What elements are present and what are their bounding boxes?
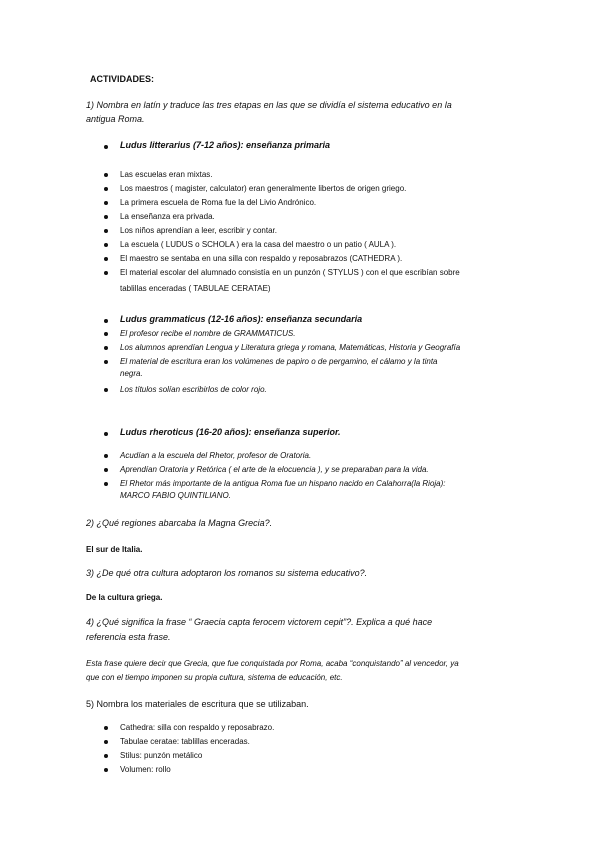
list-item: Cathedra: silla con respaldo y reposabrazo. bbox=[104, 721, 274, 735]
list-item: Tabulae ceratae: tablillas enceradas. bbox=[104, 735, 274, 749]
list-item: Los maestros ( magister, calculator) eran generalmente libertos de origen griego. bbox=[104, 182, 460, 196]
list-item: La enseñanza era privada. bbox=[104, 210, 460, 224]
primaria-list bbox=[104, 168, 460, 280]
answer-4-line-2: que con el tiempo imponen su propia cultura, sistema de educación, etc. bbox=[86, 673, 343, 682]
materials-list bbox=[104, 721, 274, 777]
secundaria-list bbox=[104, 327, 460, 369]
question-5: 5) Nombra los materiales de escritura que se utilizaban. bbox=[86, 699, 309, 709]
list-item: El material escolar del alumnado consistía en un punzón ( STYLUS ) con el que escribían sobre bbox=[104, 266, 460, 280]
list-item: Los alumnos aprendían Lengua y Literatura griega y romana, Matemáticas, Historia y Geografía bbox=[104, 341, 460, 355]
question-1-line-1: 1) Nombra en latín y traduce las tres etapas en las que se dividía el sistema educativo en la bbox=[86, 100, 452, 110]
list-item: Los niños aprendían a leer, escribir y contar. bbox=[104, 224, 460, 238]
list-item: Acudían a la escuela del Rhetor, profesor de Oratoria. bbox=[104, 449, 446, 463]
superior-heading: Ludus rheroticus (16-20 años): enseñanza superior. bbox=[104, 427, 341, 437]
answer-4-line-1: Esta frase quiere decir que Grecia, que fue conquistada por Roma, acaba “conquistando” al vencedor, ya bbox=[86, 659, 459, 668]
page-title: ACTIVIDADES: bbox=[90, 74, 155, 84]
question-3: 3) ¿De qué otra cultura adoptaron los romanos su sistema educativo?. bbox=[86, 568, 368, 578]
question-4-line-1: 4) ¿Qué significa la frase “ Graecia capta ferocem victorem cepit”?. Explica a qué hace bbox=[86, 617, 433, 627]
secundaria-heading: Ludus grammaticus (12-16 años): enseñanza secundaria bbox=[104, 314, 362, 324]
question-1-line-2: antigua Roma. bbox=[86, 114, 145, 124]
question-4-line-2: referencia esta frase. bbox=[86, 632, 171, 642]
list-item: Los títulos solían escribirlos de color rojo. bbox=[104, 383, 267, 397]
secundaria-item-continuation: negra. bbox=[120, 369, 143, 378]
list-item: El maestro se sentaba en una silla con respaldo y reposabrazos (CATHEDRA ). bbox=[104, 252, 460, 266]
question-2: 2) ¿Qué regiones abarcaba la Magna Grecia?. bbox=[86, 518, 273, 528]
secundaria-list-end bbox=[104, 383, 267, 397]
list-item: Stilus: punzón metálico bbox=[104, 749, 274, 763]
list-item: Volumen: rollo bbox=[104, 763, 274, 777]
list-item: El profesor recibe el nombre de GRAMMATICUS. bbox=[104, 327, 460, 341]
answer-3: De la cultura griega. bbox=[86, 593, 163, 602]
superior-list bbox=[104, 449, 446, 491]
answer-2: El sur de Italia. bbox=[86, 545, 143, 554]
list-item: La primera escuela de Roma fue la del Livio Andrónico. bbox=[104, 196, 460, 210]
list-item: La escuela ( LUDUS o SCHOLA ) era la casa del maestro o un patio ( AULA ). bbox=[104, 238, 460, 252]
list-item: Las escuelas eran mixtas. bbox=[104, 168, 460, 182]
superior-item-continuation: MARCO FABIO QUINTILIANO. bbox=[120, 491, 231, 500]
list-item: Aprendían Oratoria y Retórica ( el arte de la elocuencia ), y se preparaban para la vida. bbox=[104, 463, 446, 477]
list-item: El Rhetor más importante de la antigua Roma fue un hispano nacido en Calahorra(la Rioja): bbox=[104, 477, 446, 491]
primaria-item-continuation: tablillas enceradas ( TABULAE CERATAE) bbox=[120, 284, 271, 293]
list-item: El material de escritura eran los volúmenes de papiro o de pergamino, el cálamo y la tinta bbox=[104, 355, 460, 369]
primaria-heading: Ludus litterarius (7-12 años): enseñanza primaria bbox=[104, 140, 330, 150]
